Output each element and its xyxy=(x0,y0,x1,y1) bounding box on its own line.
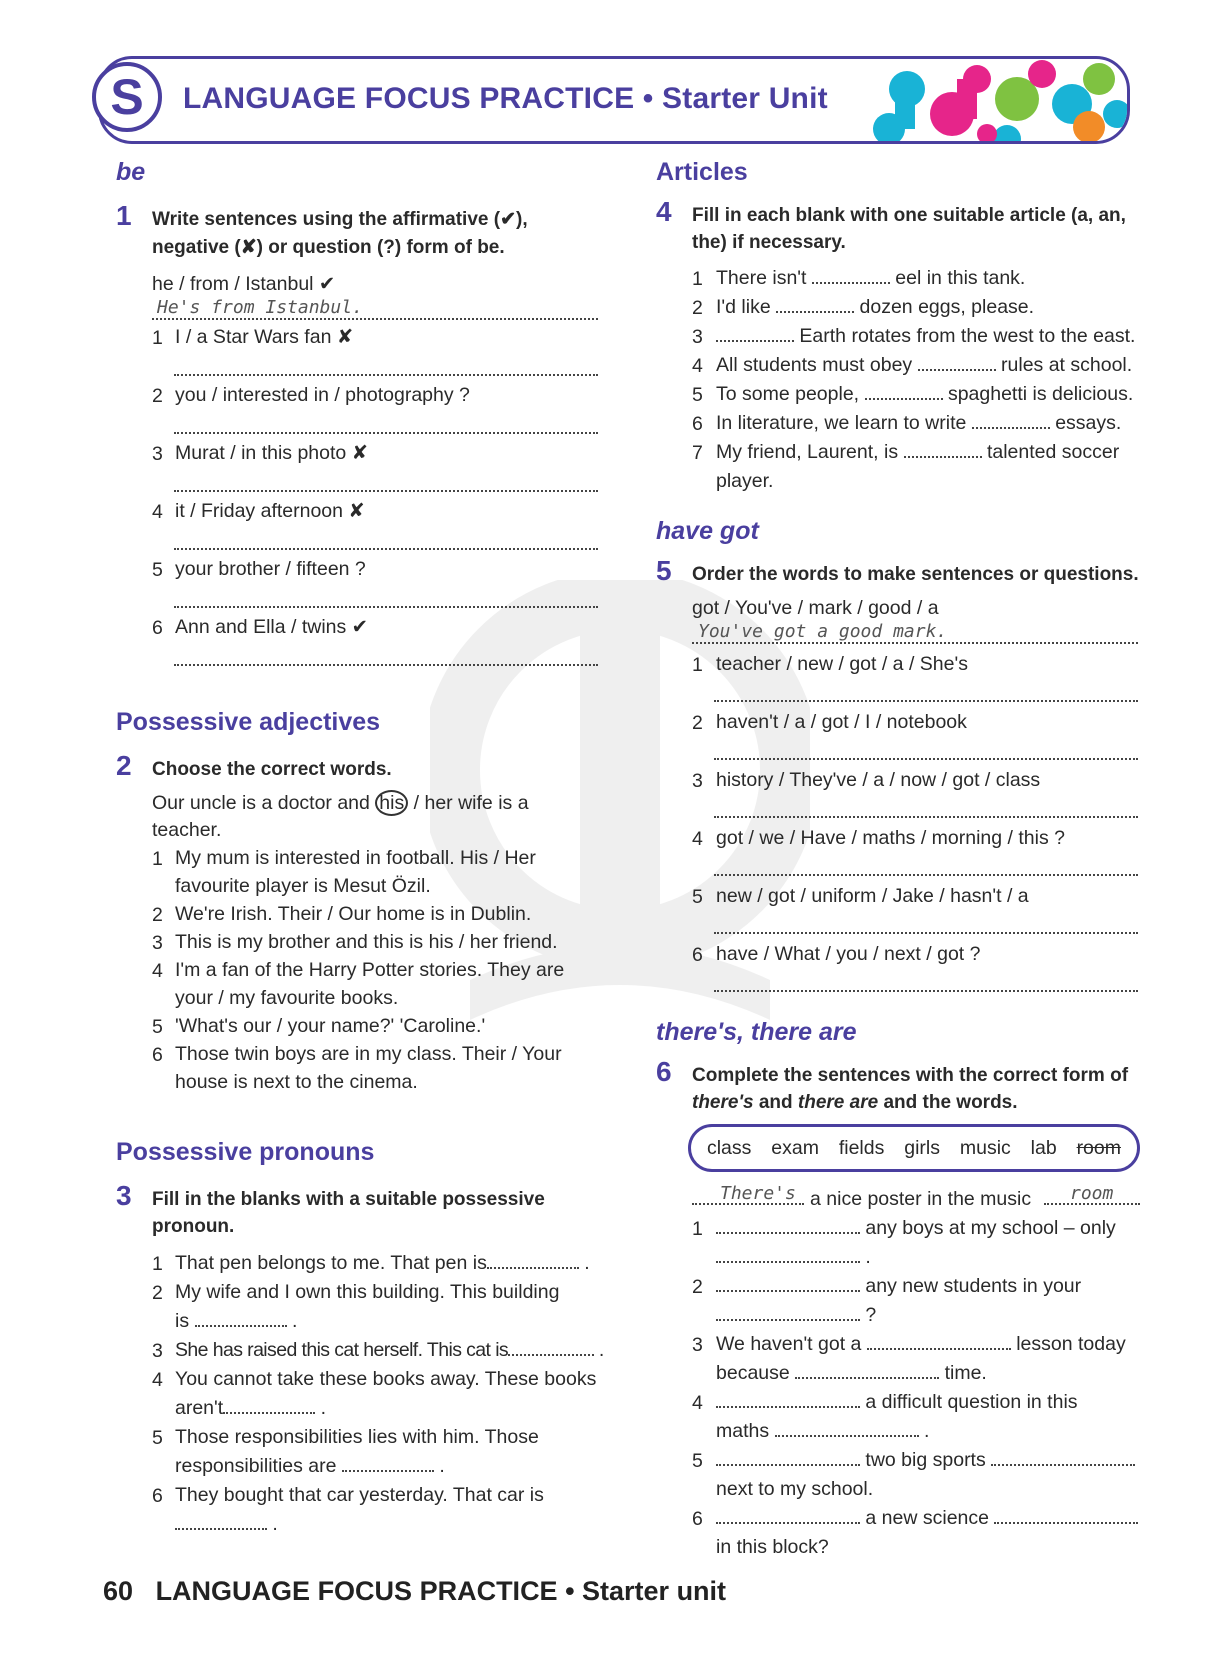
blank-field[interactable] xyxy=(716,1245,860,1263)
fill-sentence-cont: maths . xyxy=(716,1420,930,1442)
answer-line[interactable] xyxy=(714,758,1138,760)
answer-line[interactable] xyxy=(174,374,598,376)
item-number: 6 xyxy=(692,944,703,966)
answer-line[interactable] xyxy=(714,874,1138,876)
answer-line xyxy=(692,1203,804,1205)
item-number: 2 xyxy=(152,904,163,926)
item-number: 5 xyxy=(152,559,163,581)
exercise-instruction: Fill in the blanks with a suitable possessive xyxy=(152,1189,545,1210)
item-number: 4 xyxy=(692,1392,703,1414)
exercise-instruction-cont: the) if necessary. xyxy=(692,232,846,253)
word-box-item: fields xyxy=(838,1136,885,1159)
blank-field[interactable] xyxy=(175,1512,267,1530)
exercise-number: 2 xyxy=(116,750,132,781)
fill-sentence: My wife and I own this building. This building xyxy=(175,1281,560,1303)
fill-sentence: I'd like dozen eggs, please. xyxy=(716,296,1035,318)
fill-sentence: That pen belongs to me. That pen is . xyxy=(175,1252,590,1274)
item-number: 3 xyxy=(152,932,163,954)
item-number: 2 xyxy=(152,385,163,407)
blank-field[interactable] xyxy=(716,1506,860,1524)
choice-sentence[interactable]: 'What's our / your name?' 'Caroline.' xyxy=(175,1015,486,1037)
item-prompt: your brother / fifteen ? xyxy=(175,558,366,580)
word-box-item-used: room xyxy=(1076,1136,1121,1159)
fill-sentence: She has raised this cat herself. This cat is . xyxy=(175,1339,604,1361)
fill-sentence: a difficult question in this xyxy=(716,1388,1078,1416)
exercise-instruction: Complete the sentences with the correct form of xyxy=(692,1065,1129,1086)
fill-sentence-cont: ? xyxy=(716,1301,876,1329)
blank-field[interactable] xyxy=(918,353,996,371)
blank-field[interactable] xyxy=(716,1216,860,1234)
item-number: 6 xyxy=(152,617,163,639)
word-box-item: lab xyxy=(1030,1136,1057,1159)
blank-field[interactable] xyxy=(812,266,890,284)
fill-sentence: Those responsibilities lies with him. Those xyxy=(175,1426,539,1448)
page-number: 60 xyxy=(103,1576,134,1606)
answer-line[interactable] xyxy=(174,490,598,492)
blank-field[interactable] xyxy=(716,1274,860,1292)
item-prompt: new / got / uniform / Jake / hasn't / a xyxy=(716,885,1029,907)
item-number: 6 xyxy=(692,1508,703,1530)
blank-field[interactable] xyxy=(716,1448,860,1466)
section-title-possessive-adjectives: Possessive adjectives xyxy=(116,708,381,736)
example-prompt: he / from / Istanbul ✔ xyxy=(152,273,336,295)
answer-line[interactable] xyxy=(714,932,1138,934)
decorative-blobs-icon xyxy=(867,59,1127,144)
choice-sentence[interactable]: Those twin boys are in my class. Their / Your xyxy=(175,1043,562,1065)
blank-field[interactable] xyxy=(775,1419,919,1437)
choice-sentence[interactable]: We're Irish. Their / Our home is in Dublin. xyxy=(175,903,532,925)
fill-sentence-cont: . xyxy=(716,1243,871,1271)
unit-badge: S xyxy=(92,62,162,132)
item-number: 4 xyxy=(692,355,703,377)
fill-sentence: any boys at my school – only xyxy=(716,1214,1116,1242)
item-number: 5 xyxy=(692,886,703,908)
item-number: 2 xyxy=(692,1276,703,1298)
answer-line xyxy=(152,318,598,320)
item-prompt: it / Friday afternoon ✘ xyxy=(175,500,365,522)
blank-field[interactable] xyxy=(867,1332,1011,1350)
item-number: 3 xyxy=(692,770,703,792)
exercise-number: 6 xyxy=(656,1056,672,1087)
fill-sentence-cont: . xyxy=(175,1510,278,1538)
exercise-instruction-cont: there's and there are and the words. xyxy=(692,1092,1018,1113)
item-number: 6 xyxy=(152,1485,163,1507)
answer-line[interactable] xyxy=(174,432,598,434)
item-number: 7 xyxy=(692,442,703,464)
choice-sentence[interactable]: This is my brother and this is his / her friend. xyxy=(175,931,558,953)
item-number: 1 xyxy=(152,848,163,870)
section-title-articles: Articles xyxy=(656,158,748,186)
example-sentence: a nice poster in the music xyxy=(810,1188,1032,1210)
section-title-theres-there-are: there's, there are xyxy=(656,1018,857,1046)
item-number: 2 xyxy=(152,1282,163,1304)
exercise-number: 3 xyxy=(116,1180,132,1211)
example-sentence-cont: teacher. xyxy=(152,819,222,841)
example-sentence: Our uncle is a doctor and his / her wife is a xyxy=(152,792,529,814)
item-number: 6 xyxy=(692,413,703,435)
footer-title: LANGUAGE FOCUS PRACTICE • Starter unit xyxy=(155,1576,727,1606)
choice-sentence-cont: favourite player is Mesut Özil. xyxy=(175,875,431,897)
exercise-number: 4 xyxy=(656,196,672,227)
exercise-instruction-cont: pronoun. xyxy=(152,1216,235,1237)
blank-field[interactable] xyxy=(508,1338,594,1356)
item-number: 5 xyxy=(152,1427,163,1449)
item-number: 1 xyxy=(152,1253,163,1275)
item-number: 4 xyxy=(692,828,703,850)
blank-field[interactable] xyxy=(716,1390,860,1408)
item-number: 1 xyxy=(152,327,163,349)
word-box-item: exam xyxy=(771,1136,819,1159)
item-number: 3 xyxy=(692,326,703,348)
fill-sentence: Earth rotates from the west to the east. xyxy=(716,322,1135,350)
fill-sentence: We haven't got a lesson today xyxy=(716,1333,1126,1355)
blank-field[interactable] xyxy=(342,1454,434,1472)
fill-sentence-cont: player. xyxy=(716,470,774,492)
item-prompt: have / What / you / next / got ? xyxy=(716,943,981,965)
fill-sentence-cont: in this block? xyxy=(716,1536,829,1558)
item-number: 4 xyxy=(152,960,163,982)
item-prompt: haven't / a / got / I / notebook xyxy=(716,711,967,733)
exercise-instruction: Fill in each blank with one suitable article (a, an, xyxy=(692,205,1126,226)
blank-field[interactable] xyxy=(904,440,982,458)
example-answer: You've got a good mark. xyxy=(698,621,948,642)
choice-sentence-cont: your / my favourite books. xyxy=(175,987,399,1009)
answer-line[interactable] xyxy=(174,664,598,666)
item-number: 2 xyxy=(692,712,703,734)
exercise-instruction: Choose the correct words. xyxy=(152,759,392,780)
fill-sentence-cont: next to my school. xyxy=(716,1478,874,1500)
answer-line[interactable] xyxy=(714,700,1138,702)
item-number: 2 xyxy=(692,297,703,319)
item-number: 5 xyxy=(692,384,703,406)
blank-field[interactable] xyxy=(994,1506,1138,1524)
blank-field[interactable] xyxy=(776,295,854,313)
item-prompt: I / a Star Wars fan ✘ xyxy=(175,326,354,348)
blank-field[interactable] xyxy=(991,1448,1135,1466)
item-number: 5 xyxy=(692,1450,703,1472)
section-title-be: be xyxy=(116,158,146,186)
word-box-item: class xyxy=(706,1136,752,1159)
answer-line[interactable] xyxy=(174,606,598,608)
item-number: 3 xyxy=(152,443,163,465)
item-prompt: teacher / new / got / a / She's xyxy=(716,653,968,675)
item-prompt: Murat / in this photo ✘ xyxy=(175,442,369,464)
fill-sentence: There isn't eel in this tank. xyxy=(716,267,1026,289)
example-answer: There's xyxy=(720,1183,796,1204)
example-answer: He's from Istanbul. xyxy=(157,297,363,318)
fill-sentence: two big sports xyxy=(716,1446,1135,1474)
item-prompt: history / They've / a / now / got / class xyxy=(716,769,1041,791)
blank-field[interactable] xyxy=(223,1396,315,1414)
choice-sentence-cont: house is next to the cinema. xyxy=(175,1071,418,1093)
fill-sentence-cont: responsibilities are . xyxy=(175,1455,445,1477)
example-word: room xyxy=(1070,1183,1114,1204)
fill-sentence: You cannot take these books away. These books xyxy=(175,1368,597,1390)
fill-sentence: They bought that car yesterday. That car is xyxy=(175,1484,544,1506)
word-box xyxy=(688,1124,1140,1172)
item-prompt: got / we / Have / maths / morning / this ? xyxy=(716,827,1065,849)
exercise-instruction: Write sentences using the affirmative (✔), negative (✘) or question (?) form of be. xyxy=(152,209,528,258)
answer-line xyxy=(1044,1203,1140,1205)
blank-field[interactable] xyxy=(795,1361,939,1379)
answer-line xyxy=(692,642,1138,644)
section-title-possessive-pronouns: Possessive pronouns xyxy=(116,1138,375,1166)
word-box-item: music xyxy=(959,1136,1011,1159)
fill-sentence: In literature, we learn to write essays. xyxy=(716,412,1122,434)
blank-field[interactable] xyxy=(865,382,943,400)
fill-sentence-cont: because time. xyxy=(716,1362,987,1384)
exercise-number: 5 xyxy=(656,555,672,586)
blank-field[interactable] xyxy=(972,411,1050,429)
circled-answer: his xyxy=(375,790,408,816)
fill-sentence: To some people, spaghetti is delicious. xyxy=(716,383,1134,405)
item-number: 1 xyxy=(692,268,703,290)
item-number: 4 xyxy=(152,1369,163,1391)
answer-line[interactable] xyxy=(714,816,1138,818)
fill-sentence: any new students in your xyxy=(716,1272,1081,1300)
exercise-number: 1 xyxy=(116,200,132,231)
item-prompt: Ann and Ella / twins ✔ xyxy=(175,616,369,638)
blank-field[interactable] xyxy=(716,324,794,342)
answer-line[interactable] xyxy=(174,548,598,550)
choice-sentence[interactable]: I'm a fan of the Harry Potter stories. They are xyxy=(175,959,565,981)
example-prompt: got / You've / mark / good / a xyxy=(692,597,939,619)
fill-sentence-cont: is . xyxy=(175,1310,298,1332)
fill-sentence: All students must obey rules at school. xyxy=(716,354,1133,376)
page-footer xyxy=(103,1576,726,1607)
fill-sentence-cont: aren't . xyxy=(175,1397,327,1419)
item-number: 4 xyxy=(152,501,163,523)
item-prompt: you / interested in / photography ? xyxy=(175,384,470,406)
blank-field[interactable] xyxy=(487,1251,579,1269)
exercise-instruction: Order the words to make sentences or questions. xyxy=(692,564,1139,585)
page-title: LANGUAGE FOCUS PRACTICE • Starter Unit xyxy=(183,82,828,115)
section-title-have-got: have got xyxy=(656,517,759,545)
blank-field[interactable] xyxy=(195,1309,287,1327)
answer-line[interactable] xyxy=(714,990,1138,992)
blank-field[interactable] xyxy=(716,1303,860,1321)
item-number: 5 xyxy=(152,1016,163,1038)
fill-sentence: My friend, Laurent, is talented soccer xyxy=(716,441,1120,463)
item-number: 6 xyxy=(152,1044,163,1066)
item-number: 3 xyxy=(692,1334,703,1356)
item-number: 3 xyxy=(152,1340,163,1362)
fill-sentence: a new science xyxy=(716,1504,1138,1532)
item-number: 1 xyxy=(692,1218,703,1240)
choice-sentence[interactable]: My mum is interested in football. His / Her xyxy=(175,847,536,869)
item-number: 1 xyxy=(692,654,703,676)
word-box-item: girls xyxy=(904,1136,940,1159)
